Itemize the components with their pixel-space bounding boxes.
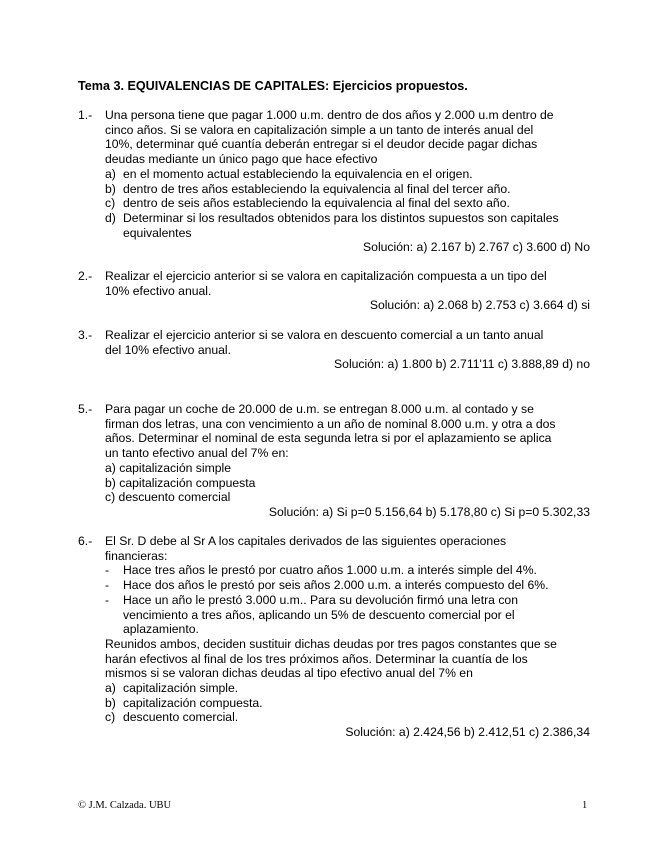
item-text: en el momento actual estableciendo la equivalencia en el origen.: [123, 166, 473, 181]
bullet-text: Hace un año le prestó 3.000 u.m.. Para su devolución firmó una letra con: [123, 592, 518, 607]
item-text: Determinar si los resultados obtenidos para los distintos supuestos son capitales: [123, 210, 559, 225]
list-item: [105, 681, 590, 696]
bullet-item: [105, 578, 590, 593]
item-marker: c): [105, 196, 116, 211]
list-item: [105, 196, 590, 211]
list-item: [105, 182, 590, 197]
solution-text: Solución: a) 2.167 b) 2.767 c) 3.600 d) No: [363, 240, 590, 255]
list-item: [105, 710, 590, 725]
solution-text: Solución: a) 2.424,56 b) 2.412,51 c) 2.386,34: [345, 725, 590, 740]
item-text: capitalización compuesta.: [123, 695, 263, 710]
exercise-5: [78, 402, 590, 520]
item-text: capitalización simple.: [123, 681, 239, 696]
exercise-text-line: 10% efectivo anual.: [105, 283, 212, 298]
exercise-text-line: deudas mediante un único pago que hace efectivo: [105, 152, 378, 167]
bullet-marker: -: [105, 578, 110, 593]
exercise-number: 3.-: [78, 328, 93, 342]
exercise-number: 2.-: [78, 269, 93, 283]
exercise-text-line: años. Determinar el nominal de esta segunda letra si por el aplazamiento se aplica: [105, 431, 552, 446]
exercise-text-line: 10%, determinar qué cuantía deberán entregar si el deudor decide pagar dichas: [105, 137, 538, 152]
page-title: Tema 3. EQUIVALENCIAS DE CAPITALES: Ejercicios propuestos.: [78, 79, 468, 93]
exercise-text-line: Realizar el ejercicio anterior si se valora en capitalización compuesta a un tipo del: [105, 269, 547, 283]
solution-text: Solución: a) Si p=0 5.156,64 b) 5.178,80 c) Si p=0 5.302,33: [268, 504, 590, 519]
exercise-text-line: Realizar el ejercicio anterior si se valora en descuento comercial a un tanto anual: [105, 328, 544, 342]
item-marker: b): [105, 695, 116, 710]
exercise-number: 1.-: [78, 108, 93, 122]
exercise-6: [78, 534, 590, 740]
exercise-text-line: c) descuento comercial: [105, 490, 231, 505]
exercise-text-line: a) capitalización simple: [105, 460, 231, 475]
exercise-text-line: del 10% efectivo anual.: [105, 342, 232, 357]
list-item: [105, 696, 590, 711]
bullet-continuation: aplazamiento.: [123, 622, 199, 637]
item-marker: c): [105, 710, 116, 725]
bullet-text: Hace dos años le prestó por seis años 2.000 u.m. a interés compuesto del 6%.: [123, 578, 549, 593]
list-item: [105, 211, 590, 226]
exercise-text-line: mismos si se valoran dichas deudas al tipo efectivo anual del 7% en: [105, 666, 473, 681]
page-number: 1: [582, 800, 588, 811]
footer-author: © J.M. Calzada. UBU: [78, 800, 172, 811]
bullet-continuation: vencimiento a tres años, aplicando un 5% de descuento comercial por el: [123, 607, 515, 622]
exercise-number: 6.-: [78, 534, 93, 548]
bullet-marker: -: [105, 563, 110, 578]
exercise-number: 5.-: [78, 402, 93, 416]
exercise-text-line: Para pagar un coche de 20.000 de u.m. se entregan 8.000 u.m. al contado y se: [105, 402, 534, 416]
solution-text: Solución: a) 2.068 b) 2.753 c) 3.664 d) si: [369, 298, 590, 313]
exercise-2: [78, 269, 590, 313]
exercise-text-line: harán efectivos al final de los tres próximos años. Determinar la cuantía de los: [105, 651, 528, 666]
exercise-text-line: Una persona tiene que pagar 1.000 u.m. dentro de dos años y 2.000 u.m dentro de: [105, 108, 554, 122]
solution-text: Solución: a) 1.800 b) 2.711'11 c) 3.888,89 d) no: [334, 357, 590, 372]
bullet-marker: -: [105, 592, 110, 607]
item-text: dentro de seis años estableciendo la equivalencia al final del sexto año.: [123, 196, 510, 211]
bullet-item: [105, 593, 590, 608]
item-marker: b): [105, 181, 116, 196]
exercise-text-line: b) capitalización compuesta: [105, 475, 256, 490]
bullet-item: [105, 563, 590, 578]
exercise-1: [78, 108, 590, 255]
exercise-3: [78, 328, 590, 372]
bullet-text: Hace tres años le prestó por cuatro años 1.000 u.m. a interés simple del 4%.: [123, 563, 537, 578]
exercise-text-line: cinco años. Si se valora en capitalización simple a un tanto de interés anual del: [105, 122, 534, 137]
item-marker: d): [105, 210, 116, 225]
exercise-text-line: financieras:: [105, 548, 168, 563]
exercise-text-line: El Sr. D debe al Sr A los capitales derivados de las siguientes operaciones: [105, 534, 507, 548]
item-continuation: equivalentes: [123, 225, 192, 240]
item-marker: a): [105, 681, 116, 696]
exercise-text-line: un tanto efectivo anual del 7% en:: [105, 446, 289, 461]
exercise-text-line: Reunidos ambos, deciden sustituir dichas deudas por tres pagos constantes que se: [105, 636, 557, 651]
item-text: dentro de tres años estableciendo la equivalencia al final del tercer año.: [123, 181, 511, 196]
list-item: [105, 167, 590, 182]
item-text: descuento comercial.: [123, 710, 239, 725]
exercise-text-line: firman dos letras, una con vencimiento a un año de nominal 8.000 u.m. y otra a dos: [105, 416, 556, 431]
item-marker: a): [105, 166, 116, 181]
